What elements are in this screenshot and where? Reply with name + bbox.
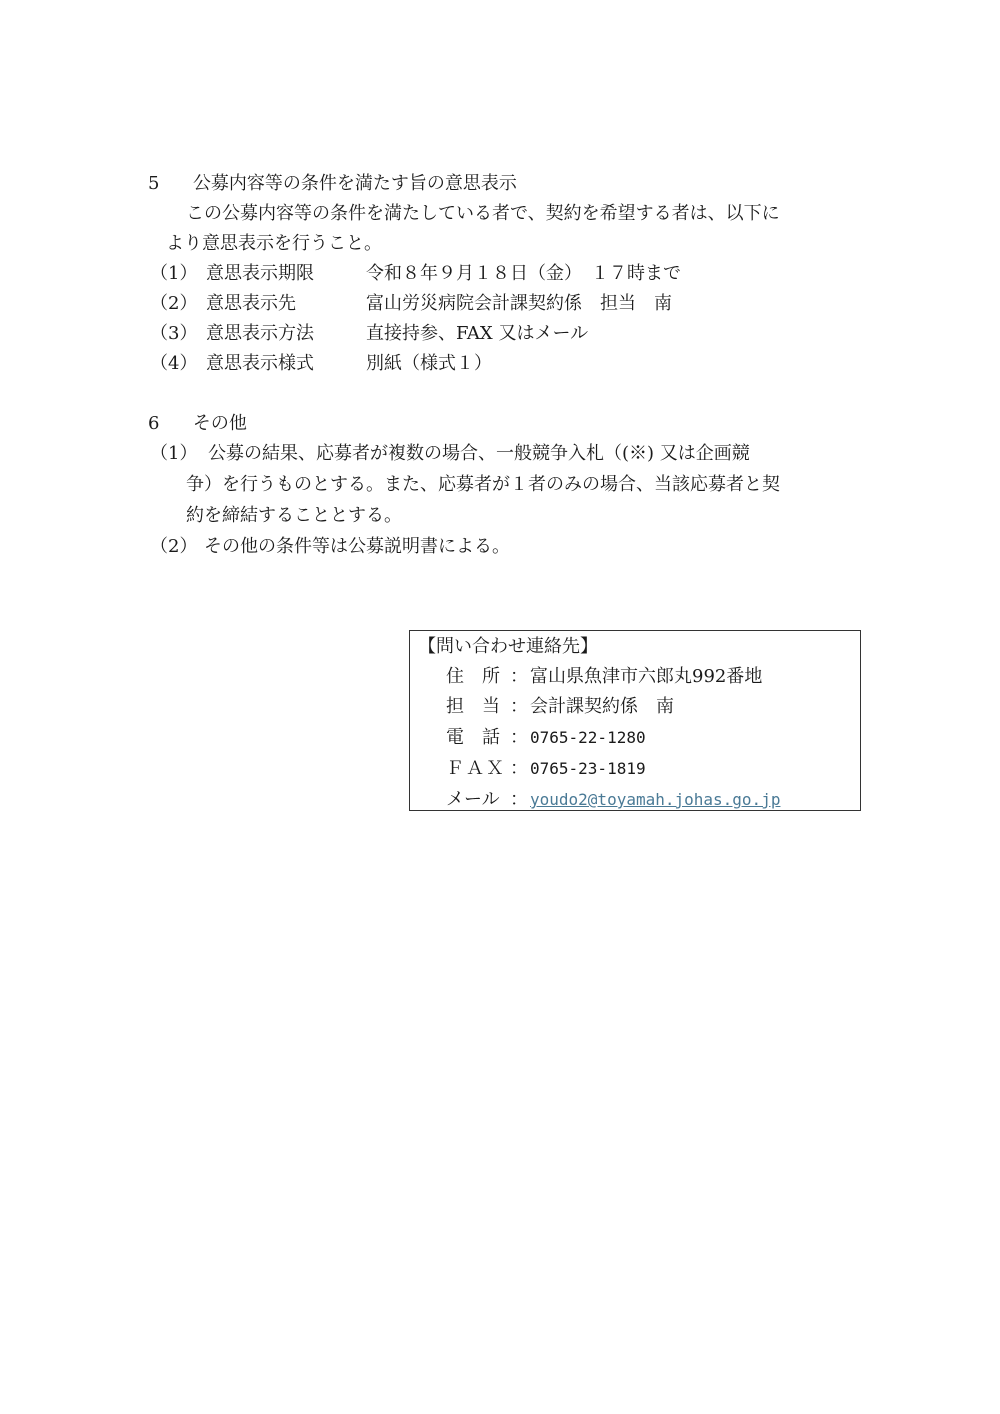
contact-separator: ：: [510, 789, 528, 810]
item-number: （3）: [150, 323, 198, 344]
section6-item2: [150, 535, 510, 559]
contact-row-address: [446, 665, 762, 689]
section5-title: 公募内容等の条件を満たす旨の意思表示: [192, 173, 517, 194]
section5-number: 5: [148, 173, 160, 194]
contact-label: ＦＡＸ: [446, 758, 506, 779]
section6-item1-line2: 争）を行うものとする。また、応募者が１者のみの場合、当該応募者と契: [186, 474, 780, 495]
item-value: 令和８年９月１８日（金） １７時まで: [366, 263, 681, 284]
contact-value: 会計課契約係 南: [530, 696, 674, 717]
section5-item-3: [150, 322, 588, 346]
item-number: （2）: [150, 536, 198, 557]
section6-item1-line3: 約を締結することとする。: [186, 505, 402, 526]
section6-item1-line1: [150, 442, 750, 466]
contact-row-email: [446, 788, 780, 812]
contact-row-fax: [446, 757, 646, 781]
contact-separator: ：: [510, 758, 528, 779]
section5-intro-line2: より意思表示を行うこと。: [166, 233, 382, 254]
email-link[interactable]: youdo2@toyamah.johas.go.jp: [530, 790, 781, 809]
item-label: 意思表示先: [206, 293, 296, 314]
contact-row-person: [446, 695, 674, 719]
contact-label: 担 当: [446, 696, 500, 717]
contact-separator: ：: [510, 727, 528, 748]
item-text: その他の条件等は公募説明書による。: [204, 536, 510, 557]
contact-separator: ：: [510, 696, 528, 717]
item-value: 直接持参、FAX 又はメール: [366, 323, 589, 344]
contact-value: 0765-22-1280: [530, 728, 646, 747]
contact-label: 電 話: [446, 727, 500, 748]
section5-heading: [148, 172, 517, 196]
item-label: 意思表示方法: [206, 323, 314, 344]
section6-title: その他: [192, 413, 247, 434]
section5-intro-line1: この公募内容等の条件を満たしている者で、契約を希望する者は、以下に: [186, 203, 780, 224]
item-number: （4）: [150, 353, 198, 374]
section6-heading: [148, 412, 247, 436]
section5-item-1: [150, 262, 681, 286]
item-number: （2）: [150, 293, 198, 314]
section6-number: 6: [148, 413, 160, 434]
item-value: 別紙（様式１）: [366, 353, 492, 374]
item-number: （1）: [150, 263, 198, 284]
item-number: （1）: [150, 443, 198, 464]
item-label: 意思表示様式: [206, 353, 314, 374]
item-text: 公募の結果、応募者が複数の場合、一般競争入札（(※) 又は企画競: [208, 443, 750, 464]
contact-value: 富山県魚津市六郎丸992番地: [530, 666, 763, 687]
item-value: 富山労災病院会計課契約係 担当 南: [366, 293, 672, 314]
item-label: 意思表示期限: [206, 263, 314, 284]
section5-item-2: [150, 292, 672, 316]
contact-row-phone: [446, 726, 646, 750]
contact-label: メール: [446, 789, 500, 810]
section5-item-4: [150, 352, 492, 376]
contact-separator: ：: [510, 666, 528, 687]
contact-label: 住 所: [446, 666, 500, 687]
contact-value: 0765-23-1819: [530, 759, 646, 778]
contact-title: 【問い合わせ連絡先】: [418, 636, 598, 657]
